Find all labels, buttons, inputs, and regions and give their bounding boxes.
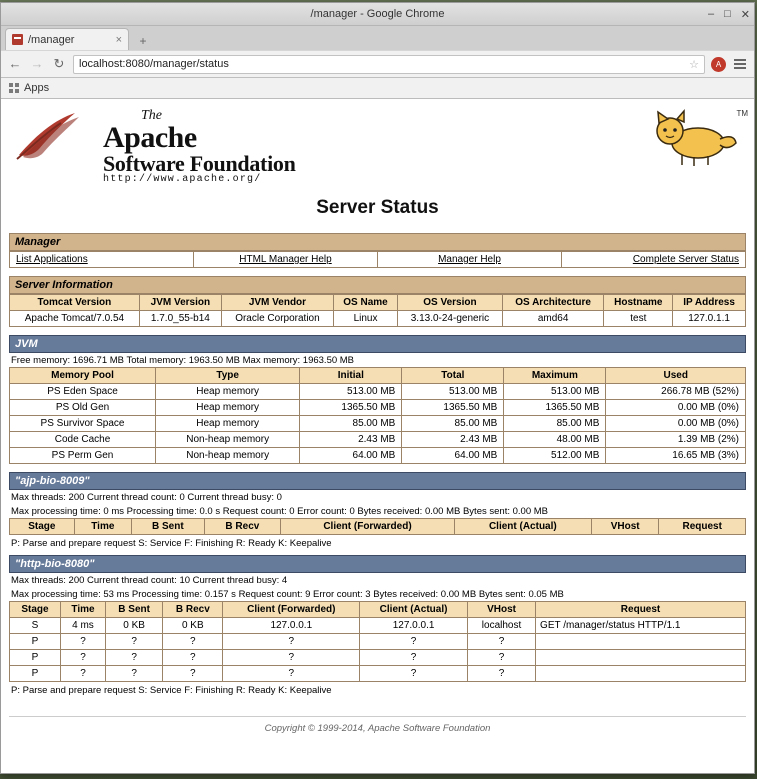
table-cell: 1365.50 MB [504, 400, 606, 416]
jvm-memory-summary: Free memory: 1696.71 MB Total memory: 1963.50 MB Max memory: 1963.50 MB [11, 355, 355, 366]
trademark-label: TM [736, 109, 748, 118]
table-cell: 3.13.0-24-generic [398, 311, 503, 327]
connector-http-heading: "http-bio-8080" [9, 555, 746, 573]
table-cell: 2.43 MB [300, 432, 402, 448]
column-header: B Sent [106, 602, 163, 618]
table-cell: 4 ms [60, 618, 105, 634]
tab-close-icon[interactable]: × [115, 33, 122, 46]
link-manager-help[interactable]: Manager Help [438, 254, 501, 265]
apps-grid-icon [9, 83, 19, 93]
column-header: Used [606, 368, 746, 384]
table-header-row [10, 295, 746, 311]
table-cell: 16.65 MB (3%) [606, 448, 746, 464]
close-icon[interactable]: ✕ [740, 8, 750, 21]
asf-software-foundation-label: Software Foundation [103, 151, 296, 176]
column-header: Total [402, 368, 504, 384]
table-cell: ? [223, 666, 360, 682]
window-controls[interactable] [708, 3, 750, 25]
table-cell [536, 634, 746, 650]
column-header: Time [60, 602, 105, 618]
jvm-heading: JVM [9, 335, 746, 353]
connector-ajp-threads: Max threads: 200 Current thread count: 0 Current thread busy: 0 [11, 492, 282, 503]
column-header: JVM Vendor [221, 295, 333, 311]
table-cell: Heap memory [156, 400, 300, 416]
asf-the-label: The [141, 108, 162, 123]
tab-label: /manager [28, 33, 75, 46]
table-cell: Non-heap memory [156, 432, 300, 448]
server-information-heading: Server Information [9, 276, 746, 294]
server-information-table [9, 294, 746, 327]
table-cell: test [604, 311, 673, 327]
table-cell: 1365.50 MB [300, 400, 402, 416]
link-html-manager-help[interactable]: HTML Manager Help [239, 254, 332, 265]
table-cell: ? [106, 666, 163, 682]
column-header: Request [536, 602, 746, 618]
table-cell: ? [223, 650, 360, 666]
table-cell: PS Survivor Space [10, 416, 156, 432]
table-cell: 85.00 MB [504, 416, 606, 432]
table-cell: ? [163, 650, 223, 666]
column-header: B Recv [163, 602, 223, 618]
table-cell: 64.00 MB [300, 448, 402, 464]
table-cell: 0.00 MB (0%) [606, 400, 746, 416]
connector-http-stats: Max processing time: 53 ms Processing time: 0.157 s Request count: 9 Error count: 3 Bytes received: 0.00 MB Bytes sent: 0.05 MB [11, 589, 564, 600]
table-cell: localhost [467, 618, 535, 634]
maximize-icon[interactable]: □ [724, 8, 731, 20]
column-header: VHost [467, 602, 535, 618]
table-cell: 266.78 MB (52%) [606, 384, 746, 400]
table-cell: 513.00 MB [504, 384, 606, 400]
bookmark-star-icon[interactable]: ☆ [689, 58, 699, 71]
table-cell: ? [106, 634, 163, 650]
column-header: JVM Version [139, 295, 221, 311]
connector-http-legend: P: Parse and prepare request S: Service F: Finishing R: Ready K: Keepalive [11, 685, 332, 696]
column-header: Stage [10, 519, 75, 535]
link-list-applications[interactable]: List Applications [16, 254, 88, 265]
table-cell: Heap memory [156, 384, 300, 400]
table-cell: ? [360, 634, 468, 650]
table-cell: 1.7.0_55-b14 [139, 311, 221, 327]
manager-section-heading: Manager [9, 233, 746, 251]
table-row [10, 634, 746, 650]
table-cell: 0.00 MB (0%) [606, 416, 746, 432]
table-cell: PS Eden Space [10, 384, 156, 400]
table-cell: 0 KB [106, 618, 163, 634]
manager-nav-table [9, 251, 746, 268]
table-cell: PS Perm Gen [10, 448, 156, 464]
table-cell: ? [60, 666, 105, 682]
table-row [10, 432, 746, 448]
column-header: Type [156, 368, 300, 384]
page-title: Server Status [316, 197, 439, 218]
link-complete-server-status[interactable]: Complete Server Status [632, 254, 739, 265]
table-row [10, 400, 746, 416]
table-row [10, 666, 746, 682]
tomcat-favicon-icon [12, 34, 23, 45]
table-cell: 127.0.1.1 [673, 311, 746, 327]
table-cell: ? [360, 650, 468, 666]
column-header: OS Version [398, 295, 503, 311]
column-header: OS Name [333, 295, 397, 311]
column-header: Client (Actual) [360, 602, 468, 618]
connector-ajp-table [9, 518, 746, 535]
table-cell [536, 650, 746, 666]
table-row [10, 650, 746, 666]
column-header: Memory Pool [10, 368, 156, 384]
column-header: Client (Actual) [454, 519, 591, 535]
table-row [10, 311, 746, 327]
table-cell: 85.00 MB [300, 416, 402, 432]
page-footer: Copyright © 1999-2014, Apache Software Foundation [9, 716, 746, 734]
connector-http-table [9, 601, 746, 682]
table-cell: PS Old Gen [10, 400, 156, 416]
extension-icon[interactable]: A [711, 57, 726, 72]
table-cell: ? [106, 650, 163, 666]
table-cell: Code Cache [10, 432, 156, 448]
tomcat-logo [646, 109, 748, 169]
connector-ajp-stats: Max processing time: 0 ms Processing time: 0.0 s Request count: 0 Error count: 0 Bytes received: 0.00 MB Bytes sent: 0.00 MB [11, 506, 548, 517]
tab-manager[interactable] [5, 28, 129, 50]
page-banner [9, 103, 746, 185]
table-cell: ? [60, 650, 105, 666]
column-header: Tomcat Version [10, 295, 140, 311]
table-cell: Heap memory [156, 416, 300, 432]
browser-toolbar [1, 50, 754, 78]
table-cell: 48.00 MB [504, 432, 606, 448]
table-row [10, 416, 746, 432]
column-header: Stage [10, 602, 61, 618]
table-cell: 512.00 MB [504, 448, 606, 464]
column-header: Hostname [604, 295, 673, 311]
column-header: IP Address [673, 295, 746, 311]
bookmark-apps-label[interactable]: Apps [24, 82, 50, 94]
table-cell: P [10, 650, 61, 666]
table-header-row [10, 602, 746, 618]
table-cell: 1365.50 MB [402, 400, 504, 416]
tomcat-cat-icon [646, 109, 742, 169]
table-cell: GET /manager/status HTTP/1.1 [536, 618, 746, 634]
column-header: Client (Forwarded) [281, 519, 455, 535]
connector-ajp-legend: P: Parse and prepare request S: Service F: Finishing R: Ready K: Keepalive [11, 538, 332, 549]
tab-strip [1, 26, 754, 50]
connector-http-threads: Max threads: 200 Current thread count: 10 Current thread busy: 4 [11, 575, 288, 586]
table-cell: 127.0.0.1 [223, 618, 360, 634]
table-cell: ? [467, 634, 535, 650]
asf-url-label: http://www.apache.org/ [103, 174, 262, 185]
table-cell: 64.00 MB [402, 448, 504, 464]
bookmarks-bar [1, 78, 754, 99]
table-cell: Apache Tomcat/7.0.54 [10, 311, 140, 327]
reload-icon[interactable]: ↻ [53, 56, 65, 71]
column-header: VHost [591, 519, 659, 535]
asf-apache-label: Apache [103, 121, 197, 154]
column-header: B Sent [132, 519, 205, 535]
table-cell: 1.39 MB (2%) [606, 432, 746, 448]
column-header: OS Architecture [502, 295, 604, 311]
table-cell [536, 666, 746, 682]
browser-window [0, 2, 755, 774]
table-cell: ? [163, 634, 223, 650]
back-icon[interactable]: ← [8, 56, 22, 71]
connector-ajp-heading: "ajp-bio-8009" [9, 472, 746, 490]
table-cell: ? [467, 666, 535, 682]
table-cell: 127.0.0.1 [360, 618, 468, 634]
column-header: Initial [300, 368, 402, 384]
table-cell: ? [223, 634, 360, 650]
table-cell: Linux [333, 311, 397, 327]
table-cell: ? [467, 650, 535, 666]
table-cell: 0 KB [163, 618, 223, 634]
table-cell: P [10, 634, 61, 650]
table-cell: 85.00 MB [402, 416, 504, 432]
window-title: /manager - Google Chrome [310, 8, 445, 20]
apache-logo [13, 109, 296, 185]
column-header: Client (Forwarded) [223, 602, 360, 618]
table-cell: ? [60, 634, 105, 650]
table-cell: 2.43 MB [402, 432, 504, 448]
table-cell: 513.00 MB [300, 384, 402, 400]
table-row [10, 448, 746, 464]
table-cell: S [10, 618, 61, 634]
table-header-row [10, 519, 746, 535]
table-cell: ? [360, 666, 468, 682]
table-row [10, 384, 746, 400]
page-viewport [1, 99, 754, 773]
minimize-icon[interactable]: – [708, 8, 715, 20]
manager-nav-row [10, 252, 746, 268]
address-bar[interactable] [73, 55, 705, 74]
table-cell: P [10, 666, 61, 682]
apache-feather-icon [13, 109, 99, 161]
column-header: Time [74, 519, 131, 535]
table-cell: amd64 [502, 311, 604, 327]
window-titlebar [1, 3, 754, 26]
table-header-row [10, 368, 746, 384]
chrome-menu-icon[interactable] [732, 57, 748, 71]
table-cell: 513.00 MB [402, 384, 504, 400]
table-row [10, 618, 746, 634]
new-tab-button[interactable]: + [139, 34, 147, 48]
table-cell: ? [163, 666, 223, 682]
column-header: B Recv [204, 519, 281, 535]
column-header: Maximum [504, 368, 606, 384]
table-cell: Non-heap memory [156, 448, 300, 464]
forward-icon[interactable]: → [30, 56, 44, 71]
column-header: Request [659, 519, 746, 535]
jvm-memory-pool-table [9, 367, 746, 464]
url-text: localhost:8080/manager/status [79, 58, 229, 70]
table-cell: Oracle Corporation [221, 311, 333, 327]
